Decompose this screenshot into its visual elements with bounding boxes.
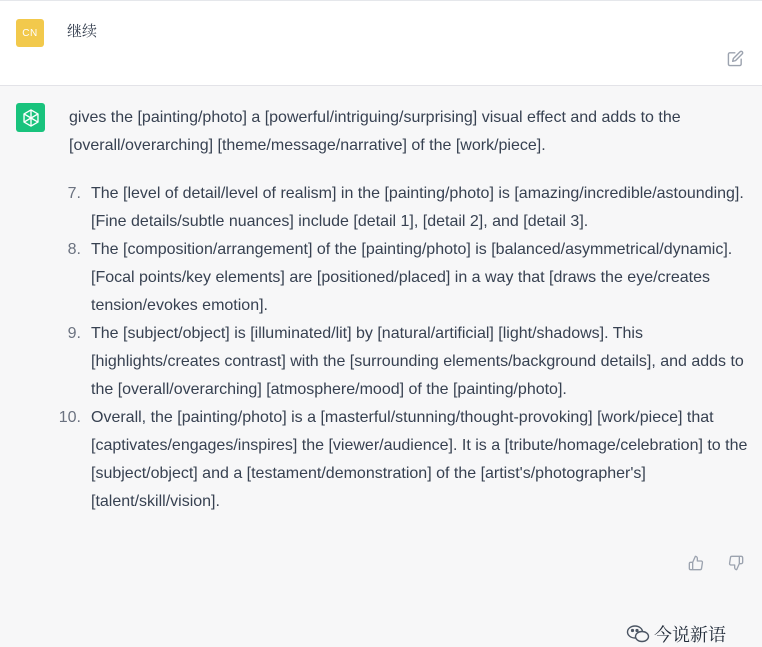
edit-icon[interactable] — [727, 50, 744, 67]
list-item-number: 8. — [67, 241, 81, 258]
list-item — [69, 236, 749, 320]
thumbs-up-icon[interactable] — [688, 555, 704, 571]
list-item-text: The [level of detail/level of realism] in the [painting/photo] is [amazing/incredible/astounding]. [Fine details/subtle nuances] include [detail 1], [detail 2], and [detail 3]. — [91, 185, 744, 230]
list-item-number: 7. — [67, 185, 81, 202]
openai-logo-icon — [20, 107, 42, 129]
user-message-text: 继续 — [67, 22, 98, 40]
thumbs-down-icon[interactable] — [728, 555, 744, 571]
assistant-message-content — [58, 104, 749, 516]
list-item-number: 10. — [58, 409, 81, 426]
list-item — [69, 320, 749, 404]
list-item-text: The [composition/arrangement] of the [painting/photo] is [balanced/asymmetrical/dynamic]. [Focal points/key elements] are [positioned/placed] in a way that [draws the eye/creates tension/evokes emotion]. — [91, 241, 733, 314]
list-item-text: The [subject/object] is [illuminated/lit] by [natural/artificial] [light/shadows]. This [highlights/creates contrast] with the [surrounding elements/background details], and adds to the [overall/overarching] [atmosphere/mood] of the [painting/photo]. — [91, 325, 744, 398]
list-item-number: 9. — [67, 325, 81, 342]
list-item-text: Overall, the [painting/photo] is a [masterful/stunning/thought-provoking] [work/piece] that [captivates/engages/inspires] the [viewer/audience]. It is a [tribute/homage/celebration] to the [subject/object] and a [testament/demonstration] of the [artist's/photographer's] [talent/skill/vision]. — [91, 409, 748, 510]
user-message-row — [0, 0, 762, 86]
list-item — [58, 404, 749, 516]
assistant-intro-paragraph: gives the [painting/photo] a [powerful/intriguing/surprising] visual effect and adds to the [overall/overarching] [theme/message/narrative] of the [work/piece]. — [69, 109, 681, 154]
watermark-text: 今说新语 — [654, 625, 726, 646]
assistant-avatar — [16, 103, 45, 132]
list-item — [69, 180, 749, 236]
assistant-numbered-list — [58, 180, 749, 516]
user-avatar: CN — [16, 19, 44, 47]
wechat-icon — [626, 624, 650, 644]
watermark — [626, 621, 726, 647]
assistant-message-row — [0, 86, 762, 646]
